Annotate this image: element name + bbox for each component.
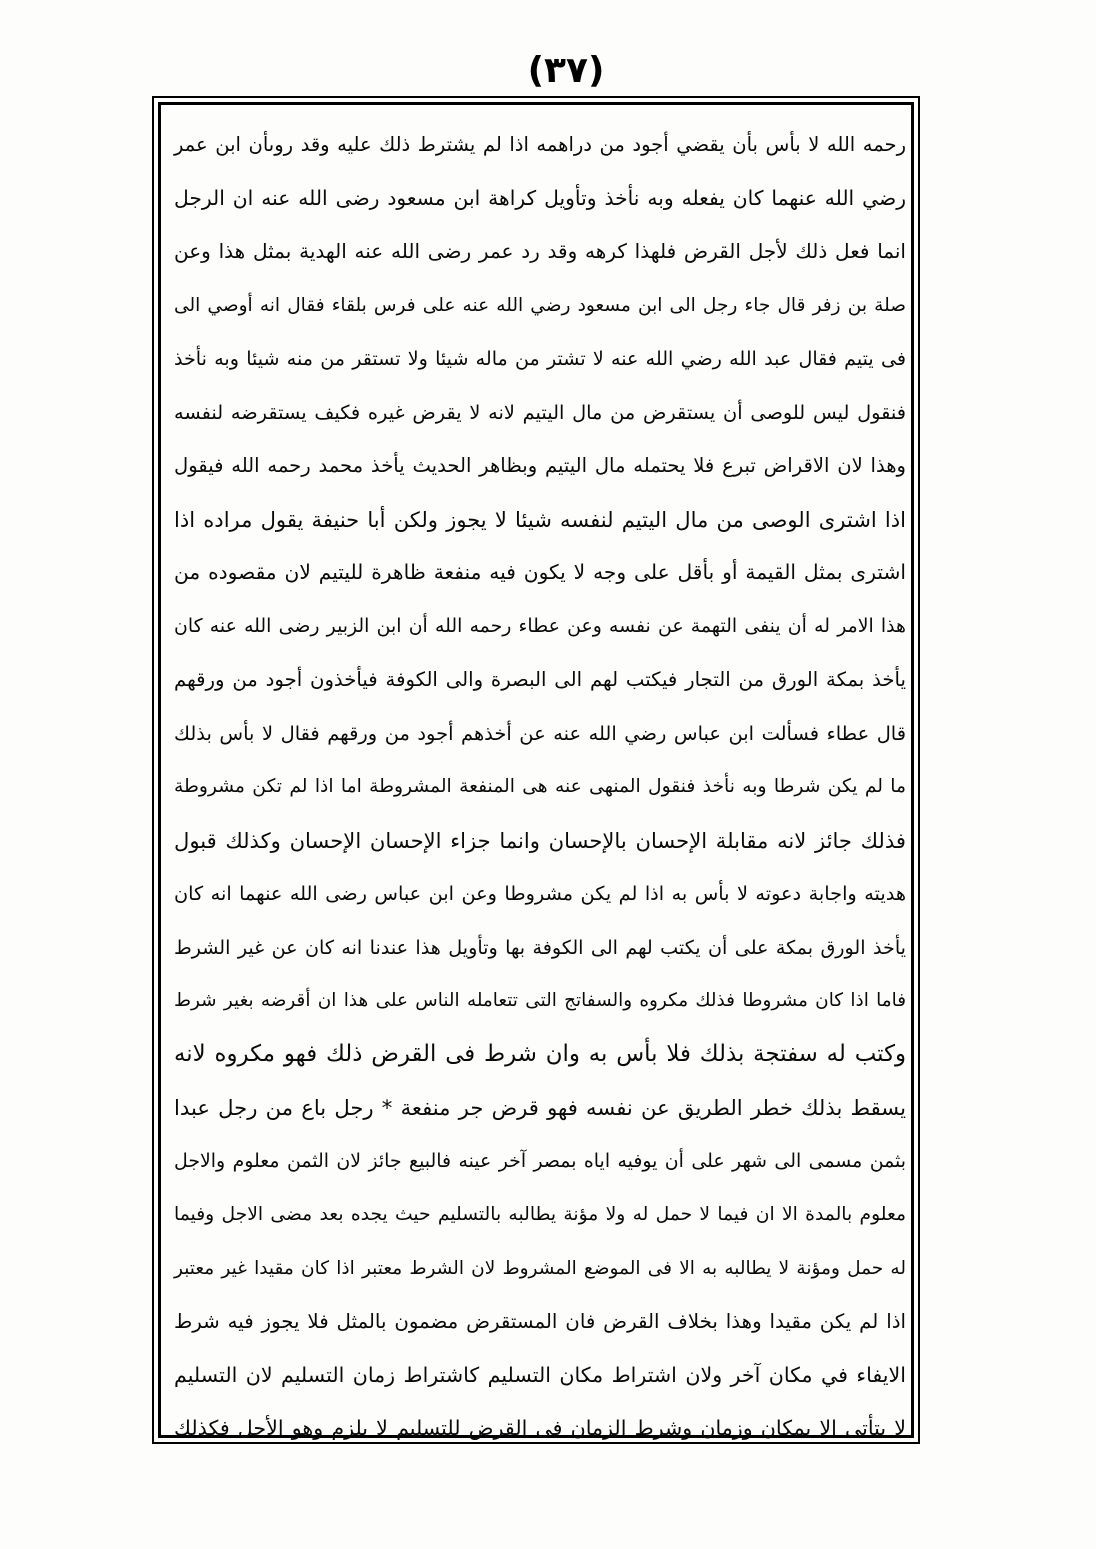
text-line: [174, 600, 906, 654]
text-line: [174, 1402, 906, 1456]
text-line: [174, 1081, 906, 1135]
line-text: هديته واجابة دعوته لا بأس به اذا لم يكن مشروطا وعن ابن عباس رضى الله عنهما انه كان: [174, 882, 906, 905]
line-text: اشترى بمثل القيمة أو بأقل على وجه لا يكون فيه منفعة ظاهرة لليتيم لان مقصوده من: [174, 560, 906, 584]
line-text: فى يتيم فقال عبد الله رضي الله عنه لا تشتر من ماله شيئا ولا تستقر من منه شيئا وبه نأخذ: [174, 347, 906, 370]
text-line: [174, 760, 906, 814]
text-line: [174, 493, 906, 547]
text-line: [174, 546, 906, 600]
line-text: رحمه الله لا بأس بأن يقضي أجود من دراهمه اذا لم يشترط ذلك عليه وقد روىأن ابن عمر: [174, 133, 906, 156]
line-text: انما فعل ذلك لأجل القرض فلهذا كرهه وقد رد عمر رضى الله عنه الهدية بمثل هذا وعن: [174, 239, 906, 263]
text-line: [174, 225, 906, 279]
text-line: [174, 707, 906, 761]
line-text: الايفاء في مكان آخر ولان اشتراط مكان التسليم كاشتراط زمان التسليم لان التسليم: [174, 1362, 906, 1387]
line-text: هذا الامر له أن ينفى التهمة عن نفسه وعن عطاء رحمه الله أن ابن الزبير رضى الله عنه كان: [174, 615, 906, 637]
line-text: فذلك جائز لانه مقابلة الإحسان بالإحسان وانما جزاء الإحسان الإحسان وكذلك قبول: [174, 827, 906, 853]
line-text: فاما اذا كان مشروطا فذلك مكروه والسفاتج التى تتعامله الناس على هذا ان أقرضه بغير شرط: [174, 990, 906, 1011]
line-text: ما لم يكن شرطا وبه نأخذ فنقول المنهى عنه هى المنفعة المشروطة اما اذا لم تكن مشروطة: [174, 776, 906, 797]
text-line: [174, 172, 906, 226]
line-text: رضي الله عنهما كان يفعله وبه نأخذ وتأويل كراهة ابن مسعود رضى الله عنه ان الرجل: [174, 185, 906, 210]
text-line: [174, 386, 906, 440]
line-text: اذا لم يكن مقيدا وهذا بخلاف القرض فان المستقرض مضمون بالمثل فلا يجوز فيه شرط: [174, 1310, 906, 1333]
text-line: [174, 1028, 906, 1082]
text-line: [174, 1188, 906, 1242]
text-line: [174, 1295, 906, 1349]
text-line: [174, 1349, 906, 1403]
text-line: [174, 439, 906, 493]
line-text: وهذا لان الاقراض تبرع فلا يحتمله مال اليتيم وبظاهر الحديث يأخذ محمد رحمه الله فيقول: [174, 454, 906, 477]
line-text: يأخذ الورق بمكة على أن يكتب لهم الى الكوفة بها وتأويل هذا عندنا انه كان عن غير الشرط: [174, 935, 906, 959]
line-text: يسقط بذلك خطر الطريق عن نفسه فهو قرض جر منفعة * رجل باع من رجل عبدا: [174, 1095, 906, 1120]
text-line: [174, 867, 906, 921]
text-line: [174, 118, 906, 172]
text-line: [174, 1135, 906, 1189]
line-text: معلوم بالمدة الا ان فيما لا حمل له ولا مؤنة يطالبه بالتسليم حيث يجده بعد مضى الاجل وفيما: [174, 1204, 906, 1225]
text-line: [174, 1242, 906, 1296]
text-line: [174, 974, 906, 1028]
line-text: بثمن مسمى الى شهر على أن يوفيه اياه بمصر آخر عينه فالبيع جائز لان الثمن معلوم والاجل: [174, 1149, 906, 1172]
text-line: [174, 279, 906, 333]
line-text: قال عطاء فسألت ابن عباس رضي الله عنه عن أخذهم أجود من ورقهم فقال لا بأس بذلك: [174, 721, 906, 745]
text-line: [174, 332, 906, 386]
line-text: صلة بن زفر قال جاء رجل الى ابن مسعود رضي الله عنه على فرس بلقاء فقال انه أوصي الى: [174, 294, 906, 316]
text-line: [174, 921, 906, 975]
line-text: لا يتأتى الا بمكان وزمان وشرط الزمان فى القرض للتسليم لا يلزم وهو الأجل فكذلك: [174, 1416, 906, 1440]
text-line: [174, 653, 906, 707]
page-number: (٣٧): [527, 50, 605, 91]
line-text: اذا اشترى الوصى من مال اليتيم لنفسه شيئا لا يجوز ولكن أبا حنيفة يقول مراده اذا: [174, 506, 906, 532]
body-text: [174, 118, 906, 1456]
line-text: فنقول ليس للوصى أن يستقرض من مال اليتيم لانه لا يقرض غيره فكيف يستقرضه لنفسه: [174, 400, 906, 424]
text-line: [174, 814, 906, 868]
line-text: له حمل ومؤنة لا يطالبه به الا فى الموضع المشروط لان الشرط معتبر اذا كان مقيدا غير معتبر: [174, 1257, 906, 1279]
line-text: يأخذ بمكة الورق من التجار فيكتب لهم الى البصرة والى الكوفة فيأخذون أجود من ورقهم: [174, 668, 906, 691]
line-text: وكتب له سفتجة بذلك فلا بأس به وان شرط فى القرض ذلك فهو مكروه لانه: [174, 1040, 906, 1067]
